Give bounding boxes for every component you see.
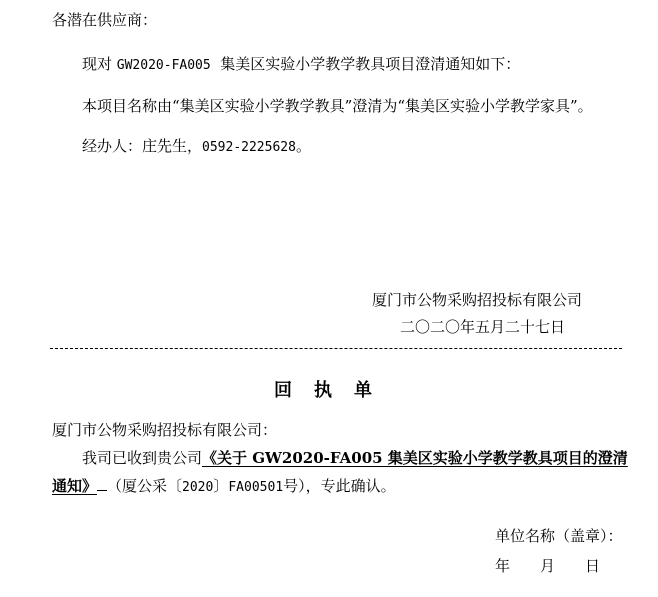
underline-gap — [97, 476, 107, 491]
para1-suffix: 集美区实验小学教学教具项目澄清通知如下： — [210, 55, 521, 73]
ref-year: 2020 — [182, 480, 214, 495]
notice-paragraph-2: 本项目名称由“集美区实验小学教学教具”澄清为“集美区实验小学教学家具”。 — [82, 97, 593, 115]
notice-paragraph-1 — [82, 54, 520, 76]
ref-tail: 号），专此确认。 — [283, 477, 396, 495]
ref-open: （厦公采〔 — [107, 477, 183, 495]
contact-phone: 0592-2225628 — [202, 140, 296, 155]
year-label: 年 — [495, 557, 511, 575]
sender-company: 厦门市公物采购招投标有限公司 — [372, 291, 583, 309]
referenced-doc-title-part2: 通知》 — [52, 477, 98, 495]
referenced-doc-title-part1: 《关于 GW2020-FA005 集美区实验小学教学教具项目的澄清 — [202, 449, 628, 467]
month-label: 月 — [540, 557, 556, 575]
contact-suffix: 。 — [295, 137, 311, 155]
para1-prefix: 现对 — [82, 55, 117, 73]
receipt-line-2 — [52, 476, 396, 498]
project-code: GW2020-FA005 — [116, 58, 211, 73]
date-blanks — [495, 556, 600, 576]
receipt-line-1 — [82, 448, 628, 468]
notice-paragraph-3 — [82, 136, 311, 158]
day-label: 日 — [585, 557, 601, 575]
greeting: 各潜在供应商： — [52, 11, 158, 29]
receipt-recipient: 厦门市公物采购招投标有限公司： — [52, 421, 278, 439]
contact-prefix: 经办人：庄先生， — [82, 137, 203, 155]
receipt-title: 回执单 — [274, 380, 394, 401]
ref-close: 〕 — [213, 477, 229, 495]
unit-name-label: 单位名称（盖章）： — [495, 527, 623, 545]
ref-code: FA00501 — [228, 480, 284, 495]
receipt-line1-prefix: 我司已收到贵公司 — [82, 449, 203, 467]
cut-line-divider — [50, 348, 622, 349]
sender-date: 二〇二〇年五月二十七日 — [400, 318, 566, 336]
